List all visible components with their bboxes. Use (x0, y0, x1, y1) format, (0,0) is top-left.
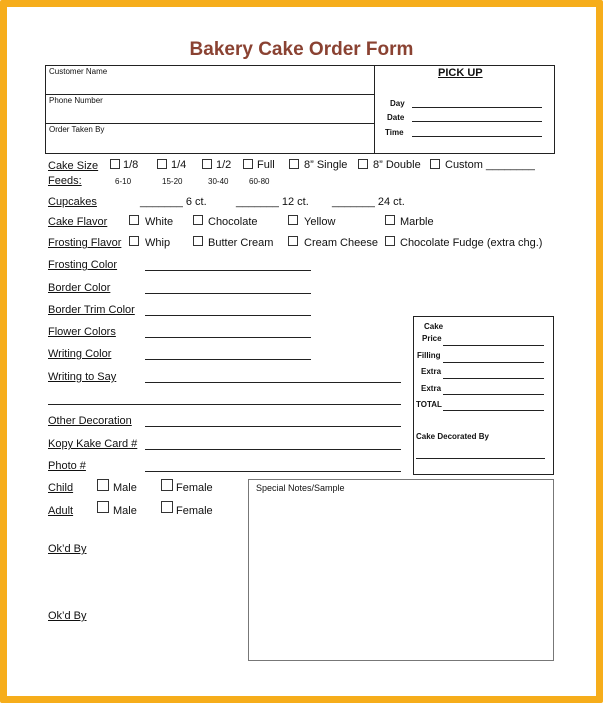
other-decoration-field[interactable] (145, 426, 401, 427)
border-color-label: Border Color (48, 282, 111, 294)
writing-to-say-field[interactable] (145, 382, 401, 383)
flavor-white-label: White (145, 216, 174, 228)
adult-male-label: Male (113, 505, 137, 517)
pickup-date-field[interactable] (412, 121, 542, 122)
phone-number-line (45, 123, 375, 124)
cupcakes-6ct[interactable]: _______ 6 ct. (140, 196, 207, 208)
price-filling-label: Filling (417, 351, 441, 360)
size-1-4-checkbox[interactable] (157, 159, 167, 169)
border-color-field[interactable] (145, 293, 311, 294)
size-custom-label: Custom ________ (445, 159, 535, 171)
frosting-color-field[interactable] (145, 270, 311, 271)
price-price-label: Price (422, 334, 442, 343)
kopy-kake-card-field[interactable] (145, 449, 401, 450)
child-female-label: Female (176, 482, 213, 494)
flower-colors-field[interactable] (145, 337, 311, 338)
child-label: Child (48, 482, 74, 494)
cake-size-label: Cake Size (48, 160, 99, 172)
flavor-marble-checkbox[interactable] (385, 215, 395, 225)
writing-color-field[interactable] (145, 359, 311, 360)
frosting-flavor-label: Frosting Flavor (48, 237, 122, 249)
size-1-2-checkbox[interactable] (202, 159, 212, 169)
okd-by-label-2: Ok’d By (48, 610, 87, 622)
child-male-label: Male (113, 482, 137, 494)
size-full-feeds: 60-80 (249, 177, 270, 186)
order-taken-by-field[interactable] (49, 136, 369, 150)
size-1-8-feeds: 6-10 (115, 177, 132, 186)
order-taken-by-label: Order Taken By (49, 125, 105, 134)
size-1-2-label: 1/2 (216, 159, 232, 171)
extra2-field[interactable] (443, 394, 544, 395)
customer-name-field[interactable] (49, 78, 369, 92)
header-divider (374, 65, 375, 154)
frosting-cream-cheese-checkbox[interactable] (288, 236, 298, 246)
size-1-8-label: 1/8 (123, 159, 139, 171)
frosting-whip-label: Whip (145, 237, 171, 249)
adult-female-checkbox[interactable] (161, 501, 173, 513)
adult-male-checkbox[interactable] (97, 501, 109, 513)
child-male-checkbox[interactable] (97, 479, 109, 491)
special-notes-box[interactable] (248, 479, 554, 661)
cupcakes-24ct[interactable]: _______ 24 ct. (332, 196, 405, 208)
cupcakes-12ct[interactable]: _______ 12 ct. (236, 196, 309, 208)
border-trim-color-field[interactable] (145, 315, 311, 316)
cake-flavor-label: Cake Flavor (48, 216, 108, 228)
special-notes-label: Special Notes/Sample (256, 483, 345, 493)
price-cake-label: Cake (424, 322, 444, 331)
size-1-4-feeds: 15-20 (162, 177, 183, 186)
phone-number-field[interactable] (49, 107, 369, 121)
price-field[interactable] (443, 345, 544, 346)
form-title: Bakery Cake Order Form (189, 39, 414, 60)
size-1-2-feeds: 30-40 (208, 177, 229, 186)
size-8-single-checkbox[interactable] (289, 159, 299, 169)
cake-decorated-by-field[interactable] (416, 458, 545, 459)
frosting-color-label: Frosting Color (48, 259, 118, 271)
phone-number-label: Phone Number (49, 96, 103, 105)
pickup-date-label: Date (387, 113, 405, 122)
okd-by-label-1: Ok’d By (48, 543, 87, 555)
price-total-label: TOTAL (416, 400, 442, 409)
pickup-time-field[interactable] (412, 136, 542, 137)
size-full-checkbox[interactable] (243, 159, 253, 169)
size-8-double-checkbox[interactable] (358, 159, 368, 169)
frosting-cream-cheese-label: Cream Cheese (304, 237, 378, 249)
pickup-time-label: Time (385, 128, 404, 137)
frosting-butter-cream-checkbox[interactable] (193, 236, 203, 246)
writing-to-say-field-line2[interactable] (48, 404, 401, 405)
flower-colors-label: Flower Colors (48, 326, 116, 338)
photo-label: Photo # (48, 460, 86, 472)
size-8-double-label: 8” Double (373, 159, 421, 171)
size-1-8-checkbox[interactable] (110, 159, 120, 169)
flavor-chocolate-checkbox[interactable] (193, 215, 203, 225)
pickup-day-field[interactable] (412, 107, 542, 108)
pickup-day-label: Day (390, 99, 405, 108)
cake-decorated-by-label: Cake Decorated By (416, 432, 489, 441)
frosting-whip-checkbox[interactable] (129, 236, 139, 246)
customer-name-line (45, 94, 375, 95)
adult-female-label: Female (176, 505, 213, 517)
extra1-field[interactable] (443, 378, 544, 379)
other-decoration-label: Other Decoration (48, 415, 132, 427)
size-custom-checkbox[interactable] (430, 159, 440, 169)
flavor-marble-label: Marble (400, 216, 434, 228)
writing-color-label: Writing Color (48, 348, 112, 360)
writing-to-say-label: Writing to Say (48, 371, 117, 383)
child-female-checkbox[interactable] (161, 479, 173, 491)
flavor-yellow-checkbox[interactable] (288, 215, 298, 225)
filling-field[interactable] (443, 362, 544, 363)
frosting-chocolate-fudge-label: Chocolate Fudge (extra chg.) (400, 237, 543, 249)
flavor-yellow-label: Yellow (304, 216, 336, 228)
price-extra2-label: Extra (421, 384, 442, 393)
price-extra1-label: Extra (421, 367, 442, 376)
photo-field[interactable] (145, 471, 401, 472)
size-8-single-label: 8” Single (304, 159, 348, 171)
frosting-chocolate-fudge-checkbox[interactable] (385, 236, 395, 246)
cupcakes-label: Cupcakes (48, 196, 97, 208)
customer-name-label: Customer Name (49, 67, 108, 76)
total-field[interactable] (443, 410, 544, 411)
pickup-title: PICK UP (438, 67, 483, 79)
adult-label: Adult (48, 505, 74, 517)
feeds-label: Feeds: (48, 175, 82, 187)
kopy-kake-card-label: Kopy Kake Card # (48, 438, 138, 450)
size-full-label: Full (257, 159, 275, 171)
flavor-chocolate-label: Chocolate (208, 216, 258, 228)
size-1-4-label: 1/4 (171, 159, 187, 171)
frosting-butter-cream-label: Butter Cream (208, 237, 274, 249)
flavor-white-checkbox[interactable] (129, 215, 139, 225)
border-trim-color-label: Border Trim Color (48, 304, 135, 316)
